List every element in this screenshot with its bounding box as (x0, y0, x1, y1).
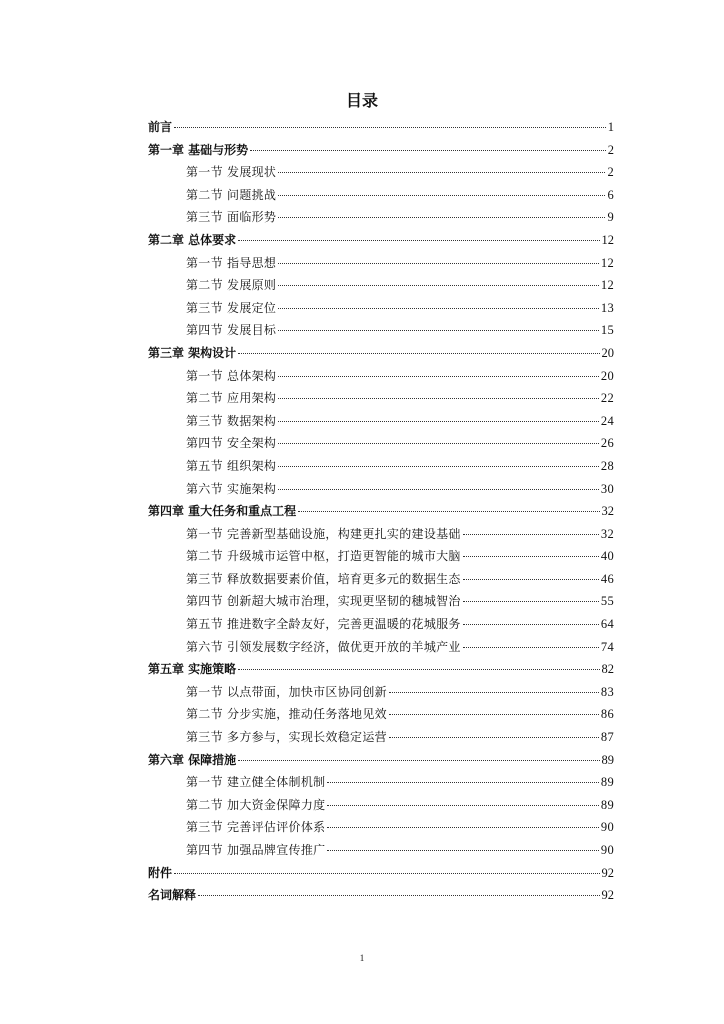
toc-entry-title: 第四章 重大任务和重点工程 (148, 504, 297, 519)
dot-leader (278, 330, 599, 331)
table-of-contents (148, 116, 614, 907)
dot-leader (327, 805, 598, 806)
dot-leader (278, 308, 599, 309)
toc-entry-page-number: 24 (600, 413, 614, 428)
toc-entry-title: 第三章 架构设计 (148, 345, 237, 360)
toc-section-entry[interactable] (148, 681, 614, 704)
dot-leader (278, 376, 599, 377)
toc-section-entry[interactable] (148, 161, 614, 184)
toc-entry-title: 附件 (148, 865, 173, 880)
toc-entry-title: 第三节 释放数据要素价值，培育更多元的数据生态 (186, 571, 461, 586)
toc-section-entry[interactable] (148, 297, 614, 320)
toc-section-entry[interactable] (148, 771, 614, 794)
toc-section-entry[interactable] (148, 206, 614, 229)
toc-entry-page-number: 90 (600, 843, 614, 857)
toc-chapter-entry[interactable] (148, 862, 614, 885)
dot-leader (463, 556, 599, 557)
toc-entry-title: 第二节 升级城市运管中枢，打造更智能的城市大脑 (186, 549, 461, 564)
dot-leader (278, 263, 599, 264)
toc-section-entry[interactable] (148, 703, 614, 726)
toc-entry-page-number: 74 (600, 639, 614, 654)
toc-entry-page-number: 30 (600, 481, 614, 496)
toc-entry-title: 第一节 总体架构 (186, 368, 277, 383)
toc-section-entry[interactable] (148, 839, 614, 862)
toc-entry-page-number: 92 (601, 865, 614, 880)
toc-entry-page-number: 12 (600, 278, 614, 293)
toc-entry-page-number: 89 (600, 775, 614, 790)
toc-entry-title: 第六节 实施架构 (186, 481, 277, 496)
toc-section-entry[interactable] (148, 568, 614, 591)
toc-entry-page-number: 15 (600, 323, 614, 338)
toc-entry-title: 第二节 加大资金保障力度 (186, 797, 326, 812)
toc-entry-title: 第二节 应用架构 (186, 391, 277, 406)
toc-chapter-entry[interactable] (148, 749, 614, 772)
toc-section-entry[interactable] (148, 613, 614, 636)
dot-leader (238, 669, 599, 670)
dot-leader (278, 398, 599, 399)
dot-leader (389, 692, 599, 693)
toc-entry-page-number: 90 (600, 820, 614, 835)
dot-leader (389, 714, 599, 715)
toc-entry-title: 第一节 指导思想 (186, 255, 277, 270)
dot-leader (278, 466, 599, 467)
toc-entry-title: 名词解释 (148, 888, 197, 903)
toc-entry-page-number: 55 (600, 594, 614, 609)
toc-entry-page-number: 1 (607, 120, 614, 134)
toc-entry-title: 第四节 安全架构 (186, 436, 277, 451)
toc-section-entry[interactable] (148, 455, 614, 478)
toc-section-entry[interactable] (148, 365, 614, 388)
toc-section-entry[interactable] (148, 387, 614, 410)
toc-chapter-entry[interactable] (148, 116, 614, 139)
dot-leader (327, 827, 598, 828)
toc-entry-page-number: 20 (601, 345, 614, 360)
dot-leader (238, 760, 599, 761)
toc-entry-page-number: 32 (600, 526, 614, 541)
dot-leader (174, 127, 606, 128)
toc-chapter-entry[interactable] (148, 884, 614, 907)
toc-entry-page-number: 32 (601, 504, 614, 519)
toc-entry-page-number: 92 (601, 888, 614, 903)
toc-section-entry[interactable] (148, 252, 614, 275)
dot-leader (278, 285, 599, 286)
dot-leader (389, 737, 599, 738)
toc-entry-title: 第二节 问题挑战 (186, 187, 277, 202)
toc-entry-title: 第一节 以点带面，加快市区协同创新 (186, 684, 387, 699)
toc-entry-title: 第一章 基础与形势 (148, 142, 249, 157)
dot-leader (250, 150, 606, 151)
toc-section-entry[interactable] (148, 636, 614, 659)
toc-chapter-entry[interactable] (148, 500, 614, 523)
dot-leader (298, 511, 599, 512)
toc-entry-title: 第一节 建立健全体制机制 (186, 775, 326, 790)
toc-entry-page-number: 12 (600, 255, 614, 270)
dot-leader (463, 534, 599, 535)
toc-entry-title: 第一节 完善新型基础设施，构建更扎实的建设基础 (186, 526, 461, 541)
dot-leader (463, 647, 599, 648)
toc-entry-page-number: 2 (607, 142, 614, 157)
toc-entry-title: 第五节 推进数字全龄友好，完善更温暖的花城服务 (186, 617, 461, 632)
toc-entry-title: 第三节 发展定位 (186, 300, 277, 315)
toc-entry-page-number: 89 (601, 752, 614, 767)
toc-section-entry[interactable] (148, 590, 614, 613)
dot-leader (278, 443, 599, 444)
toc-entry-title: 第六节 引领发展数字经济，做优更开放的羊城产业 (186, 639, 461, 654)
toc-entry-title: 第六章 保障措施 (148, 752, 237, 767)
dot-leader (278, 217, 605, 218)
toc-entry-page-number: 6 (607, 187, 614, 202)
toc-section-entry[interactable] (148, 410, 614, 433)
toc-entry-page-number: 2 (607, 165, 614, 180)
toc-chapter-entry[interactable] (148, 229, 614, 252)
dot-leader (238, 353, 599, 354)
toc-entry-page-number: 13 (600, 300, 614, 315)
toc-entry-title: 第四节 创新超大城市治理，实现更坚韧的穗城智治 (186, 594, 461, 609)
toc-section-entry[interactable] (148, 319, 614, 342)
toc-entry-page-number: 86 (600, 707, 614, 722)
toc-entry-title: 第五章 实施策略 (148, 662, 237, 677)
toc-entry-page-number: 83 (600, 684, 614, 699)
dot-leader (463, 579, 599, 580)
toc-section-entry[interactable] (148, 274, 614, 297)
dot-leader (198, 895, 599, 896)
toc-entry-title: 第一节 发展现状 (186, 165, 277, 180)
dot-leader (278, 421, 599, 422)
dot-leader (278, 172, 605, 173)
dot-leader (278, 489, 599, 490)
toc-entry-title: 第三节 面临形势 (186, 210, 277, 225)
toc-entry-title: 前言 (148, 120, 173, 134)
toc-entry-page-number: 46 (600, 571, 614, 586)
toc-entry-page-number: 64 (600, 617, 614, 632)
toc-section-entry[interactable] (148, 478, 614, 501)
toc-entry-title: 第四节 加强品牌宣传推广 (186, 843, 326, 857)
toc-entry-title: 第四节 发展目标 (186, 323, 277, 338)
toc-entry-page-number: 22 (600, 391, 614, 406)
dot-leader (327, 850, 598, 851)
toc-chapter-entry[interactable] (148, 342, 614, 365)
toc-section-entry[interactable] (148, 816, 614, 839)
toc-entry-page-number: 89 (600, 797, 614, 812)
toc-entry-title: 第三节 数据架构 (186, 413, 277, 428)
toc-entry-title: 第二节 分步实施，推动任务落地见效 (186, 707, 387, 722)
toc-section-entry[interactable] (148, 432, 614, 455)
toc-entry-page-number: 40 (600, 549, 614, 564)
page-number: 1 (359, 953, 365, 963)
toc-entry-page-number: 82 (601, 662, 614, 677)
toc-chapter-entry[interactable] (148, 139, 614, 162)
toc-entry-page-number: 87 (600, 730, 614, 745)
toc-title: 目录 (345, 91, 378, 110)
toc-entry-title: 第五节 组织架构 (186, 458, 277, 473)
toc-section-entry[interactable] (148, 523, 614, 546)
toc-entry-title: 第三节 多方参与，实现长效稳定运营 (186, 730, 387, 745)
dot-leader (463, 624, 599, 625)
toc-entry-title: 第二章 总体要求 (148, 232, 237, 247)
toc-entry-page-number: 26 (600, 436, 614, 451)
toc-entry-page-number: 9 (607, 210, 614, 225)
dot-leader (174, 873, 599, 874)
toc-section-entry[interactable] (148, 726, 614, 749)
toc-section-entry[interactable] (148, 545, 614, 568)
dot-leader (463, 601, 599, 602)
toc-section-entry[interactable] (148, 794, 614, 817)
toc-entry-title: 第三节 完善评估评价体系 (186, 820, 326, 835)
toc-entry-page-number: 28 (600, 458, 614, 473)
dot-leader (278, 195, 605, 196)
toc-entry-page-number: 12 (601, 232, 614, 247)
dot-leader (327, 782, 598, 783)
toc-chapter-entry[interactable] (148, 658, 614, 681)
toc-entry-page-number: 20 (600, 368, 614, 383)
toc-section-entry[interactable] (148, 184, 614, 207)
toc-entry-title: 第二节 发展原则 (186, 278, 277, 293)
dot-leader (238, 240, 599, 241)
